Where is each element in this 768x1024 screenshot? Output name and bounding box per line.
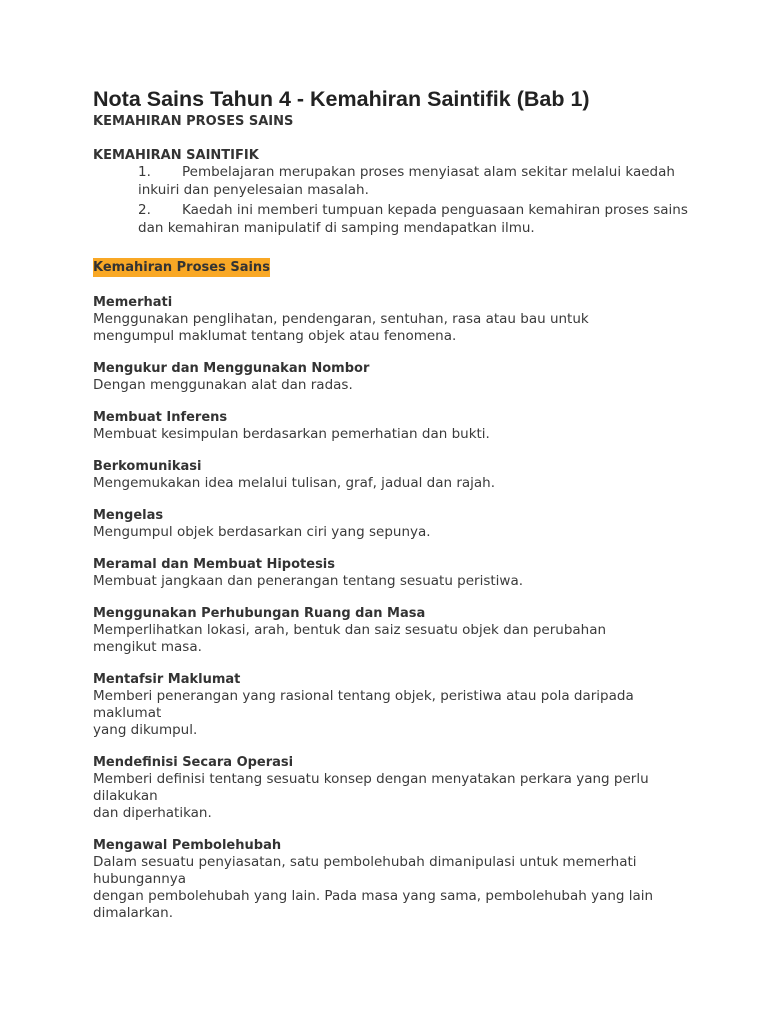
- list-text: Pembelajaran merupakan proses menyiasat alam sekitar melalui kaedah inkuiri dan penyelesaian masalah.: [138, 164, 675, 198]
- skill-title: Menggunakan Perhubungan Ruang dan Masa: [93, 606, 426, 621]
- skill-description: Memberi definisi tentang sesuatu konsep dengan menyatakan perkara yang perlu dilakukan dan diperhatikan.: [93, 771, 649, 821]
- skill-description: Dengan menggunakan alat dan radas.: [93, 377, 353, 393]
- document-title: Nota Sains Tahun 4 - Kemahiran Saintifik (Bab 1): [93, 87, 590, 111]
- highlighted-heading: Kemahiran Proses Sains: [93, 260, 270, 275]
- skill-item: [93, 458, 693, 492]
- skill-item: [93, 605, 693, 656]
- skill-description: Memberi penerangan yang rasional tentang objek, peristiwa atau pola daripada maklumat yang dikumpul.: [93, 688, 634, 738]
- skill-item: [93, 294, 693, 345]
- skill-item: [93, 507, 693, 541]
- skill-title: Mentafsir Maklumat: [93, 672, 241, 687]
- skill-item: [93, 671, 693, 739]
- skill-description: Mengumpul objek berdasarkan ciri yang sepunya.: [93, 524, 431, 540]
- highlight-wrapper: [93, 256, 693, 277]
- skill-description: Memperlihatkan lokasi, arah, bentuk dan saiz sesuatu objek dan perubahan mengikut masa.: [93, 622, 607, 655]
- skill-description: Membuat kesimpulan berdasarkan pemerhatian dan bukti.: [93, 426, 490, 442]
- skill-item: [93, 556, 693, 590]
- skill-item: [93, 754, 693, 822]
- skill-title: Mengawal Pembolehubah: [93, 838, 282, 853]
- document-page: [93, 86, 693, 937]
- list-number: 1.: [138, 164, 151, 180]
- skill-title: Membuat Inferens: [93, 410, 228, 425]
- skill-description: Menggunakan penglihatan, pendengaran, sentuhan, rasa atau bau untuk mengumpul maklumat tentang objek atau fenomena.: [93, 311, 589, 344]
- section-heading: KEMAHIRAN SAINTIFIK: [93, 148, 259, 163]
- skill-item: [93, 360, 693, 394]
- skill-title: Mengelas: [93, 508, 164, 523]
- list-text: Kaedah ini memberi tumpuan kepada penguasaan kemahiran proses sains dan kemahiran manipulatif di samping mendapatkan ilmu.: [138, 202, 688, 236]
- skill-item: [93, 837, 693, 922]
- skill-description: Membuat jangkaan dan penerangan tentang sesuatu peristiwa.: [93, 573, 524, 589]
- skill-title: Memerhati: [93, 295, 173, 310]
- list-item: [138, 164, 693, 199]
- skill-title: Mengukur dan Menggunakan Nombor: [93, 361, 370, 376]
- skill-description: Mengemukakan idea melalui tulisan, graf, jadual dan rajah.: [93, 475, 496, 491]
- skill-title: Mendefinisi Secara Operasi: [93, 755, 294, 770]
- list-item: [138, 202, 693, 237]
- skill-description: Dalam sesuatu penyiasatan, satu pembolehubah dimanipulasi untuk memerhati hubungannya dengan pembolehubah yang lain. Pada masa yang sama, pembolehubah yang lain dimalarkan.: [93, 854, 654, 921]
- list-number: 2.: [138, 202, 151, 218]
- skill-title: Meramal dan Membuat Hipotesis: [93, 557, 336, 572]
- numbered-list: [93, 164, 693, 237]
- document-subtitle: KEMAHIRAN PROSES SAINS: [93, 114, 294, 129]
- skill-title: Berkomunikasi: [93, 459, 202, 474]
- skill-item: [93, 409, 693, 443]
